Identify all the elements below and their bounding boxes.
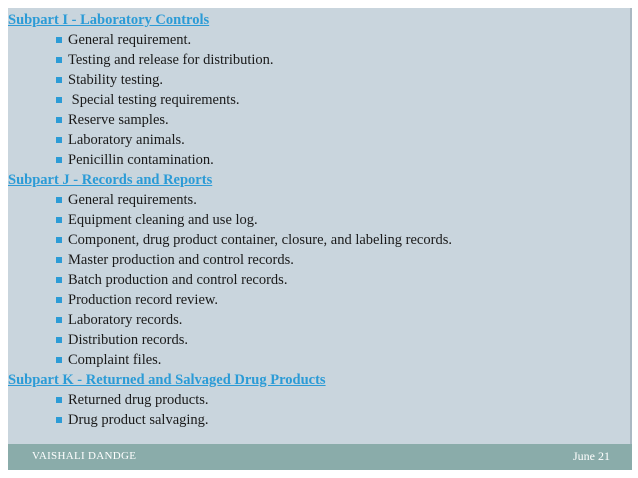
list-item: [8, 270, 628, 290]
list-item-label: Distribution records.: [68, 332, 189, 348]
list-item: [8, 250, 628, 270]
square-bullet-icon: [56, 277, 62, 283]
list-item-label: Testing and release for distribution.: [68, 52, 274, 68]
section-title-link[interactable]: Subpart K - Returned and Salvaged Drug Products: [8, 372, 326, 388]
list-item: [8, 50, 628, 70]
square-bullet-icon: [56, 137, 62, 143]
square-bullet-icon: [56, 237, 62, 243]
square-bullet-icon: [56, 397, 62, 403]
list-item: [8, 190, 628, 210]
list-item: [8, 350, 628, 370]
section-title-link[interactable]: Subpart J - Records and Reports: [8, 172, 213, 188]
square-bullet-icon: [56, 337, 62, 343]
square-bullet-icon: [56, 197, 62, 203]
list-item-label: Laboratory animals.: [68, 132, 185, 148]
list-item-label: Drug product salvaging.: [68, 412, 209, 428]
list-item: [8, 30, 628, 50]
section-subpart-i: [8, 10, 628, 170]
square-bullet-icon: [56, 157, 62, 163]
square-bullet-icon: [56, 317, 62, 323]
list-item-label: Laboratory records.: [68, 312, 183, 328]
list-item-label: General requirement.: [68, 32, 192, 48]
footer-date: June 21: [573, 449, 610, 463]
list-item: [8, 70, 628, 90]
list-item-label: Reserve samples.: [68, 112, 169, 128]
square-bullet-icon: [56, 357, 62, 363]
list-item-label: Equipment cleaning and use log.: [68, 212, 258, 228]
list-item-label: Production record review.: [68, 292, 219, 308]
list-item: [8, 210, 628, 230]
list-item-label: Penicillin contamination.: [68, 152, 214, 168]
section-title-link[interactable]: Subpart I - Laboratory Controls: [8, 12, 210, 28]
slide-content: [8, 10, 628, 440]
square-bullet-icon: [56, 37, 62, 43]
square-bullet-icon: [56, 77, 62, 83]
square-bullet-icon: [56, 97, 62, 103]
list-item: [8, 330, 628, 350]
square-bullet-icon: [56, 57, 62, 63]
list-item: [8, 310, 628, 330]
square-bullet-icon: [56, 297, 62, 303]
list-item: [8, 90, 628, 110]
list-item-label: Component, drug product container, closure, and labeling records.: [68, 232, 452, 248]
list-item: [8, 150, 628, 170]
square-bullet-icon: [56, 217, 62, 223]
list-item-label: Complaint files.: [68, 352, 162, 368]
list-item-label: Special testing requirements.: [68, 92, 240, 108]
list-item: [8, 390, 628, 410]
square-bullet-icon: [56, 117, 62, 123]
list-item-label: Master production and control records.: [68, 252, 294, 268]
list-item: [8, 230, 628, 250]
footer-bar: [8, 444, 632, 470]
list-item: [8, 290, 628, 310]
square-bullet-icon: [56, 257, 62, 263]
list-item-label: Stability testing.: [68, 72, 164, 88]
list-item: [8, 130, 628, 150]
square-bullet-icon: [56, 417, 62, 423]
list-item: [8, 110, 628, 130]
footer-author: VAISHALI DANDGE: [32, 450, 137, 462]
list-item-label: General requirements.: [68, 192, 197, 208]
list-item-label: Batch production and control records.: [68, 272, 288, 288]
list-item-label: Returned drug products.: [68, 392, 209, 408]
section-subpart-k: [8, 370, 628, 430]
list-item: [8, 410, 628, 430]
section-subpart-j: [8, 170, 628, 370]
